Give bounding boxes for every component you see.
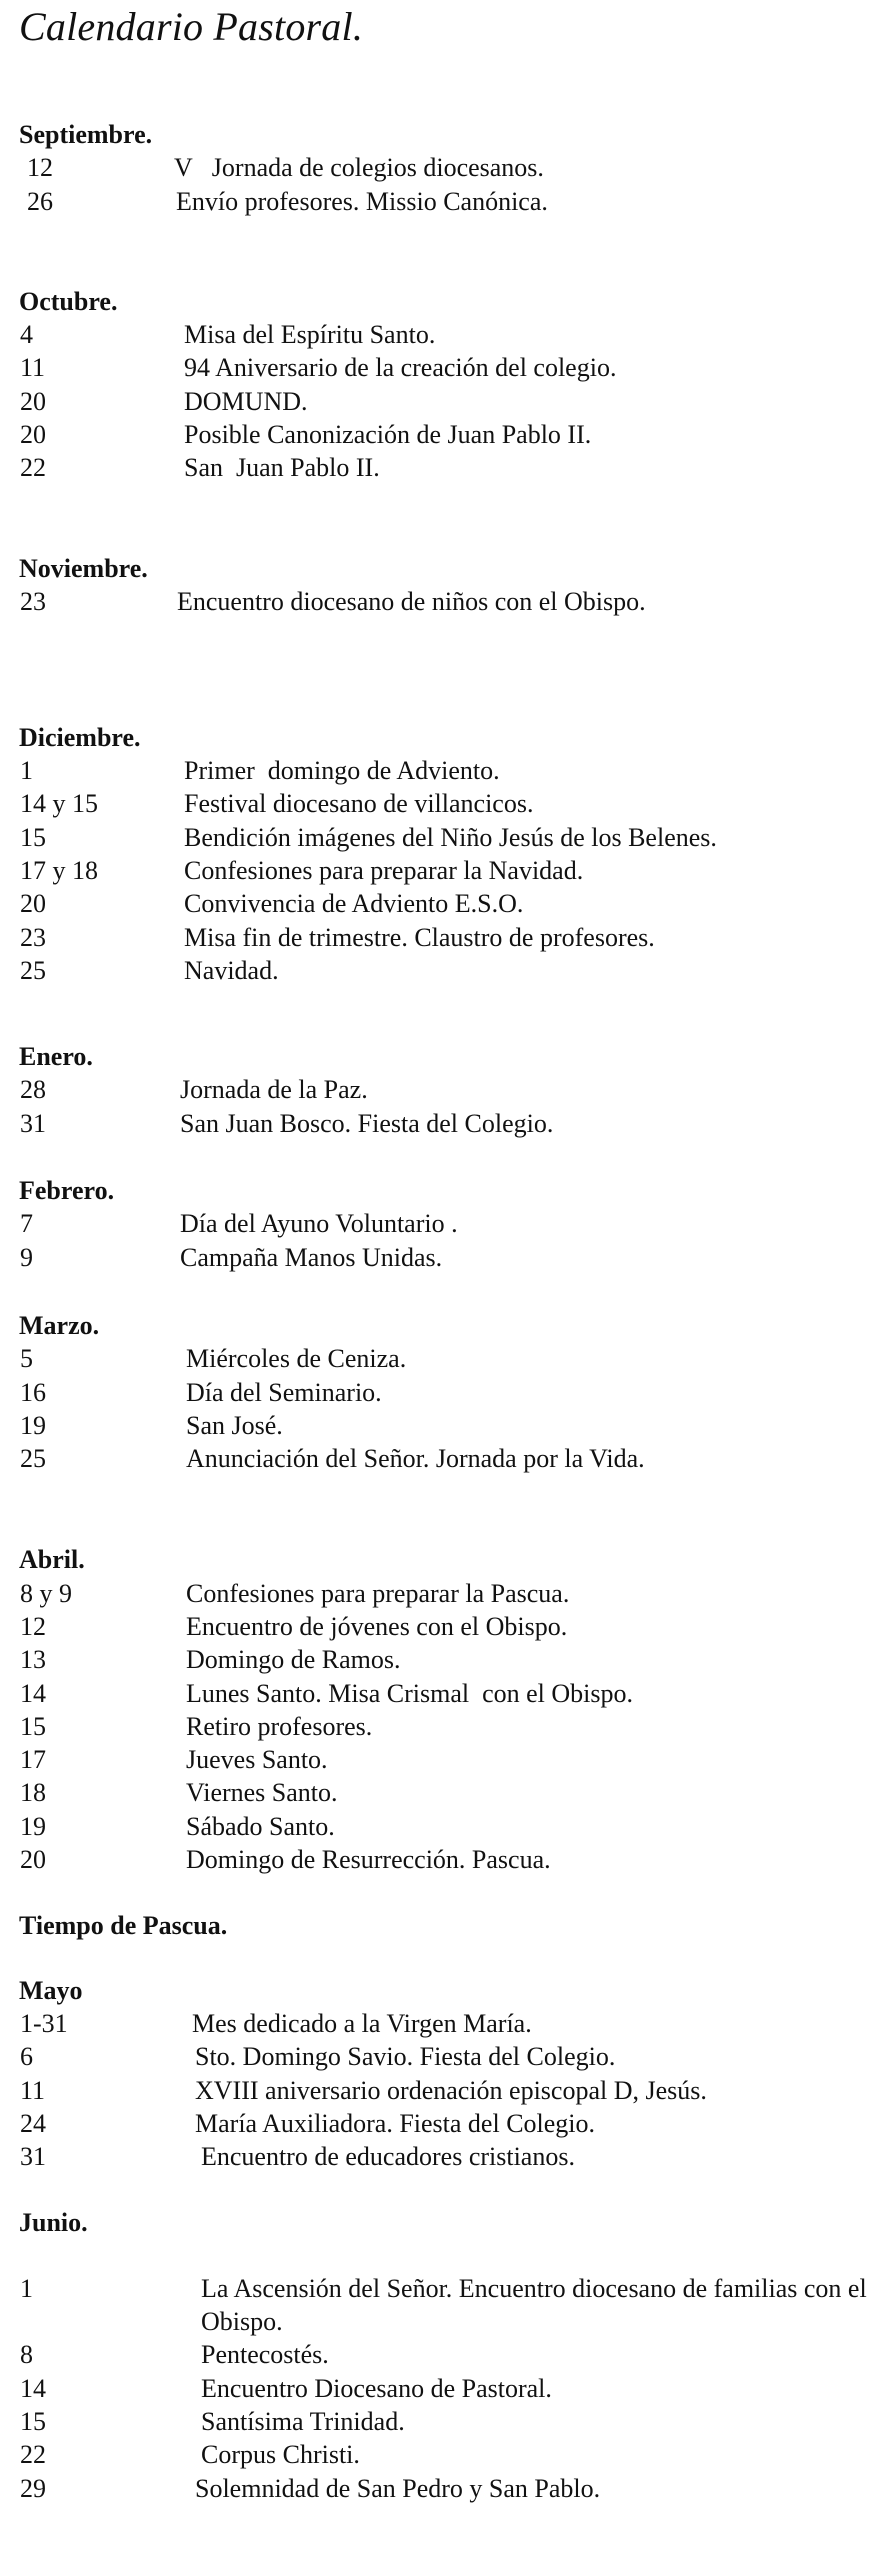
event-date: 7 — [20, 1209, 33, 1239]
event-row — [0, 2372, 881, 2405]
event-date: 14 y 15 — [20, 789, 98, 819]
event-date: 13 — [20, 1645, 46, 1675]
event-row — [0, 1409, 881, 1442]
event-date: 31 — [20, 1108, 46, 1138]
month-heading: Noviembre. — [19, 554, 148, 584]
event-row — [0, 854, 881, 887]
event-description: DOMUND. — [184, 386, 308, 416]
event-row — [0, 2472, 881, 2505]
event-date: 15 — [20, 822, 46, 852]
event-row — [0, 1107, 881, 1140]
event-description: Domingo de Resurrección. Pascua. — [186, 1845, 551, 1875]
month-heading: Diciembre. — [19, 722, 141, 752]
month-heading: Marzo. — [19, 1310, 100, 1340]
event-description: Navidad. — [184, 955, 279, 985]
event-date: 1 — [20, 2273, 33, 2303]
event-date: 1 — [20, 756, 33, 786]
event-date: 26 — [27, 186, 53, 216]
month-section — [0, 1974, 881, 2174]
document-title: Calendario Pastoral. — [19, 4, 364, 49]
month-heading: Enero. — [19, 1042, 93, 1072]
event-row — [0, 318, 881, 351]
event-description: Misa fin de trimestre. Claustro de profesores. — [184, 922, 655, 952]
event-description: Misa del Espíritu Santo. — [184, 320, 436, 350]
event-description: Lunes Santo. Misa Crismal con el Obispo. — [186, 1678, 634, 1708]
event-row — [0, 151, 881, 184]
event-date: 20 — [20, 1845, 46, 1875]
event-description: Sto. Domingo Savio. Fiesta del Colegio. — [195, 2042, 616, 2072]
event-date: 12 — [20, 1612, 46, 1641]
event-row — [0, 1643, 881, 1676]
event-row — [0, 1677, 881, 1710]
event-description: Bendición imágenes del Niño Jesús de los Belenes. — [184, 822, 717, 852]
event-row — [0, 887, 881, 920]
event-row — [0, 1843, 881, 1876]
month-heading: Tiempo de Pascua. — [19, 1911, 228, 1941]
event-description: La Ascensión del Señor. Encuentro diocesano de familias con el Obispo. — [201, 2273, 874, 2337]
event-description: 94 Aniversario de la creación del colegio. — [184, 353, 617, 383]
month-heading: Octubre. — [19, 286, 118, 316]
event-date: 19 — [20, 1410, 46, 1440]
event-row — [0, 1776, 881, 1809]
event-description: Santísima Trinidad. — [201, 2406, 405, 2436]
event-date: 31 — [20, 2142, 46, 2172]
event-description: Encuentro diocesano de niños con el Obispo. — [177, 587, 646, 617]
event-date: 23 — [20, 587, 46, 617]
month-section — [0, 1909, 881, 1942]
event-row — [0, 351, 881, 384]
event-description: Miércoles de Ceniza. — [186, 1344, 407, 1374]
calendar-body — [0, 118, 881, 2505]
event-date: 19 — [20, 1811, 46, 1841]
event-date: 8 — [20, 2340, 33, 2370]
month-heading: Febrero. — [19, 1176, 115, 1206]
event-date: 25 — [20, 955, 46, 985]
event-description: Retiro profesores. — [186, 1711, 373, 1741]
event-date: 22 — [20, 2440, 46, 2470]
event-description: Domingo de Ramos. — [186, 1645, 401, 1675]
event-description: Viernes Santo. — [186, 1778, 338, 1808]
event-row — [0, 418, 881, 451]
month-section — [0, 721, 881, 987]
event-description: Día del Ayuno Voluntario . — [180, 1209, 458, 1239]
event-row — [0, 385, 881, 418]
event-date: 25 — [20, 1444, 46, 1474]
event-date: 12 — [27, 153, 53, 183]
month-section — [0, 1040, 881, 1140]
month-heading: Abril. — [19, 1545, 85, 1575]
event-date: 15 — [20, 2406, 46, 2436]
event-row — [0, 954, 881, 987]
event-row — [0, 1073, 881, 1106]
event-row — [0, 585, 881, 618]
event-row — [0, 451, 881, 484]
event-description: Convivencia de Adviento E.S.O. — [184, 889, 524, 919]
event-description: Encuentro de educadores cristianos. — [201, 2142, 575, 2172]
event-row — [0, 1442, 881, 1475]
event-description: Jueves Santo. — [186, 1745, 328, 1775]
event-description: Jornada de la Paz. — [180, 1075, 368, 1105]
event-date: 14 — [20, 2373, 46, 2403]
event-date: 28 — [20, 1075, 46, 1105]
event-date: 20 — [20, 386, 46, 416]
event-date: 5 — [20, 1344, 33, 1374]
event-description: Primer domingo de Adviento. — [184, 756, 500, 786]
month-heading: Junio. — [19, 2208, 88, 2238]
event-description: Envío profesores. Missio Canónica. — [176, 186, 548, 216]
event-date: 11 — [20, 2075, 46, 2105]
event-date: 16 — [20, 1377, 46, 1407]
month-section — [0, 1174, 881, 1274]
event-date: 20 — [20, 420, 46, 450]
event-description: Campaña Manos Unidas. — [180, 1242, 443, 1272]
month-heading: Septiembre. — [19, 120, 153, 149]
event-row — [0, 2272, 881, 2339]
event-date: 9 — [20, 1242, 33, 1272]
blank-line — [0, 2240, 881, 2272]
event-row — [0, 1342, 881, 1375]
month-section — [0, 552, 881, 619]
event-row — [0, 1207, 881, 1240]
event-date: 17 y 18 — [20, 855, 98, 885]
event-row — [0, 1577, 881, 1610]
event-description: V Jornada de colegios diocesanos. — [174, 153, 544, 183]
event-row — [0, 2074, 881, 2107]
event-description: Confesiones para preparar la Pascua. — [186, 1578, 570, 1608]
event-row — [0, 1743, 881, 1776]
event-row — [0, 2438, 881, 2471]
event-date: 15 — [20, 1711, 46, 1741]
event-date: 6 — [20, 2042, 33, 2072]
month-heading: Mayo — [19, 1975, 83, 2005]
event-row — [0, 2007, 881, 2040]
month-section — [0, 1309, 881, 1475]
event-row — [0, 1241, 881, 1274]
event-description: Pentecostés. — [201, 2340, 329, 2370]
event-date: 17 — [20, 1745, 46, 1775]
event-date: 20 — [20, 889, 46, 919]
event-row — [0, 921, 881, 954]
event-description: Festival diocesano de villancicos. — [184, 789, 534, 819]
event-row — [0, 2405, 881, 2438]
event-description: Día del Seminario. — [186, 1377, 382, 1407]
event-date: 23 — [20, 922, 46, 952]
event-description: Solemnidad de San Pedro y San Pablo. — [195, 2473, 601, 2503]
event-description: San Juan Bosco. Fiesta del Colegio. — [180, 1108, 554, 1138]
event-row — [0, 185, 881, 218]
event-description: Mes dedicado a la Virgen María. — [192, 2008, 532, 2038]
event-description: XVIII aniversario ordenación episcopal D, Jesús. — [195, 2075, 707, 2105]
event-row — [0, 2107, 881, 2140]
event-date: 29 — [20, 2473, 46, 2503]
event-date: 11 — [20, 353, 46, 383]
event-date: 22 — [20, 453, 46, 483]
event-description: Sábado Santo. — [186, 1811, 335, 1841]
event-row — [0, 2140, 881, 2173]
event-date: 8 y 9 — [20, 1578, 72, 1608]
event-description: Corpus Christi. — [201, 2440, 360, 2470]
event-row — [0, 1710, 881, 1743]
event-row — [0, 754, 881, 787]
event-row — [0, 2040, 881, 2073]
event-row — [0, 2338, 881, 2371]
event-date: 24 — [20, 2108, 46, 2138]
event-row — [0, 1810, 881, 1843]
event-row — [0, 787, 881, 820]
event-row — [0, 821, 881, 854]
event-description: San Juan Pablo II. — [184, 453, 380, 483]
month-section — [0, 118, 881, 218]
event-description: Posible Canonización de Juan Pablo II. — [184, 420, 592, 450]
month-section — [0, 285, 881, 485]
event-date: 4 — [20, 320, 33, 350]
month-section — [0, 1543, 881, 1876]
event-description: Anunciación del Señor. Jornada por la Vida. — [186, 1444, 645, 1474]
event-row — [0, 1376, 881, 1409]
event-description: María Auxiliadora. Fiesta del Colegio. — [195, 2108, 596, 2138]
event-description: San José. — [186, 1410, 283, 1440]
event-description: Confesiones para preparar la Navidad. — [184, 855, 584, 885]
event-date: 1-31 — [20, 2008, 68, 2038]
event-description: Encuentro de jóvenes con el Obispo. — [186, 1612, 568, 1641]
event-description: Encuentro Diocesano de Pastoral. — [201, 2373, 552, 2403]
event-date: 14 — [20, 1678, 46, 1708]
event-row — [0, 1610, 881, 1643]
month-section — [0, 2206, 881, 2504]
event-date: 18 — [20, 1778, 46, 1808]
